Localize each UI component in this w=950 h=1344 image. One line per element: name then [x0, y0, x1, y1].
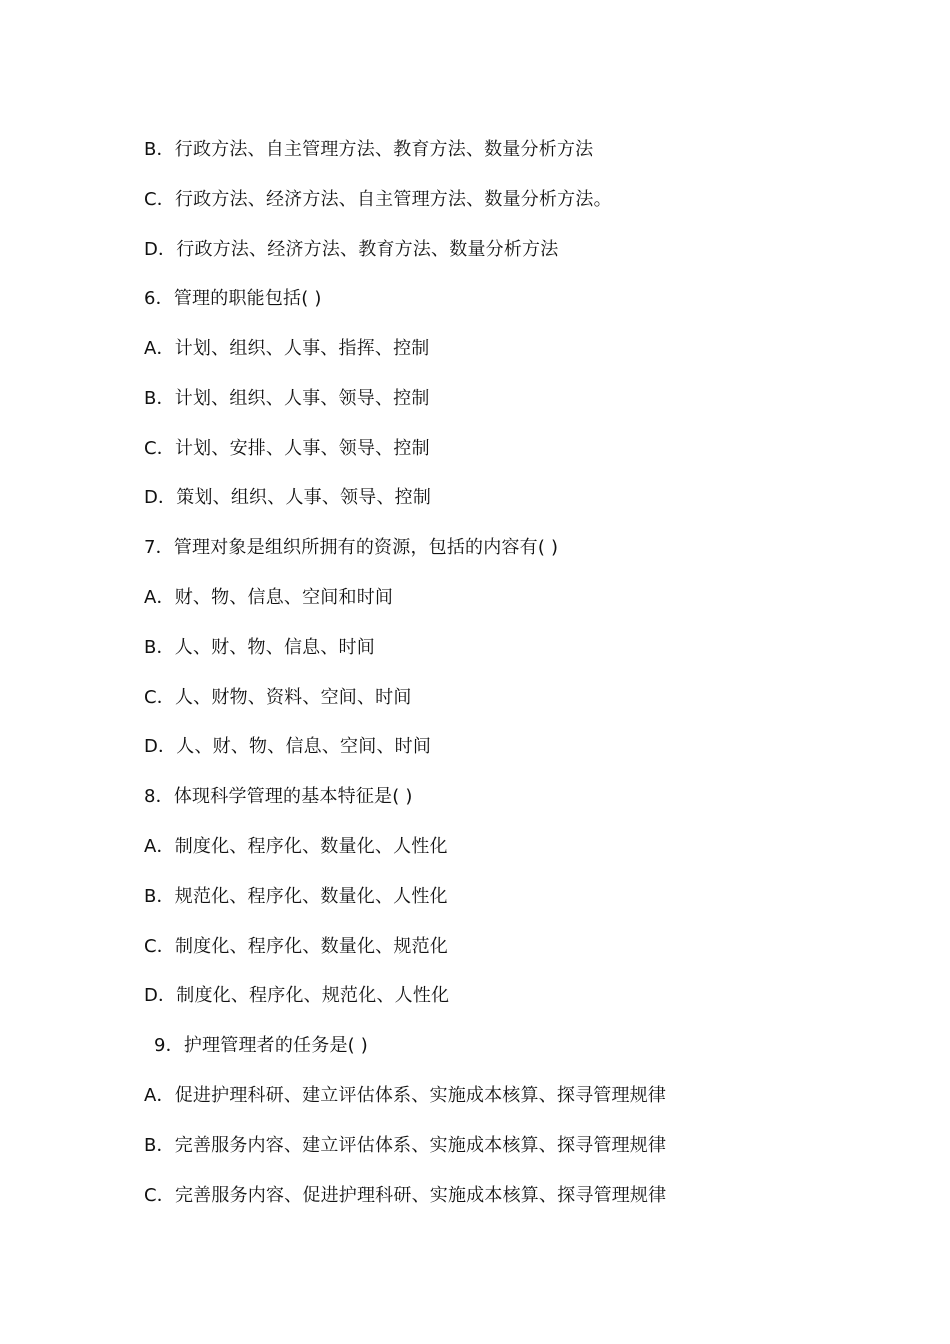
- q6-question: 6．管理的职能包括( ): [144, 288, 322, 309]
- q7-option-b: B．人、财、物、信息、时间: [144, 637, 375, 658]
- q8-question: 8．体现科学管理的基本特征是( ): [144, 786, 413, 807]
- q5-option-b: B．行政方法、自主管理方法、教育方法、数量分析方法: [144, 139, 594, 160]
- q6-option-d: D．策划、组织、人事、领导、控制: [144, 487, 432, 508]
- q7-option-a: A．财、物、信息、空间和时间: [144, 587, 394, 608]
- q6-option-a: A．计划、组织、人事、指挥、控制: [144, 338, 430, 359]
- q9-option-c: C．完善服务内容、促进护理科研、实施成本核算、探寻管理规律: [144, 1185, 667, 1206]
- q5-option-d: D．行政方法、经济方法、教育方法、数量分析方法: [144, 239, 559, 260]
- q9-option-a: A．促进护理科研、建立评估体系、实施成本核算、探寻管理规律: [144, 1085, 667, 1106]
- q9-question: 9．护理管理者的任务是( ): [154, 1035, 369, 1056]
- q9-option-b: B．完善服务内容、建立评估体系、实施成本核算、探寻管理规律: [144, 1135, 667, 1156]
- q8-option-b: B．规范化、程序化、数量化、人性化: [144, 886, 448, 907]
- q7-question: 7．管理对象是组织所拥有的资源，包括的内容有( ): [144, 537, 559, 558]
- q6-option-b: B．计划、组织、人事、领导、控制: [144, 388, 430, 409]
- q7-option-d: D．人、财、物、信息、空间、时间: [144, 736, 432, 757]
- q7-option-c: C．人、财物、资料、空间、时间: [144, 687, 412, 708]
- q5-option-c: C．行政方法、经济方法、自主管理方法、数量分析方法。: [144, 189, 612, 210]
- q8-option-a: A．制度化、程序化、数量化、人性化: [144, 836, 448, 857]
- q6-option-c: C．计划、安排、人事、领导、控制: [144, 438, 430, 459]
- q8-option-d: D．制度化、程序化、规范化、人性化: [144, 985, 450, 1006]
- q8-option-c: C．制度化、程序化、数量化、规范化: [144, 936, 448, 957]
